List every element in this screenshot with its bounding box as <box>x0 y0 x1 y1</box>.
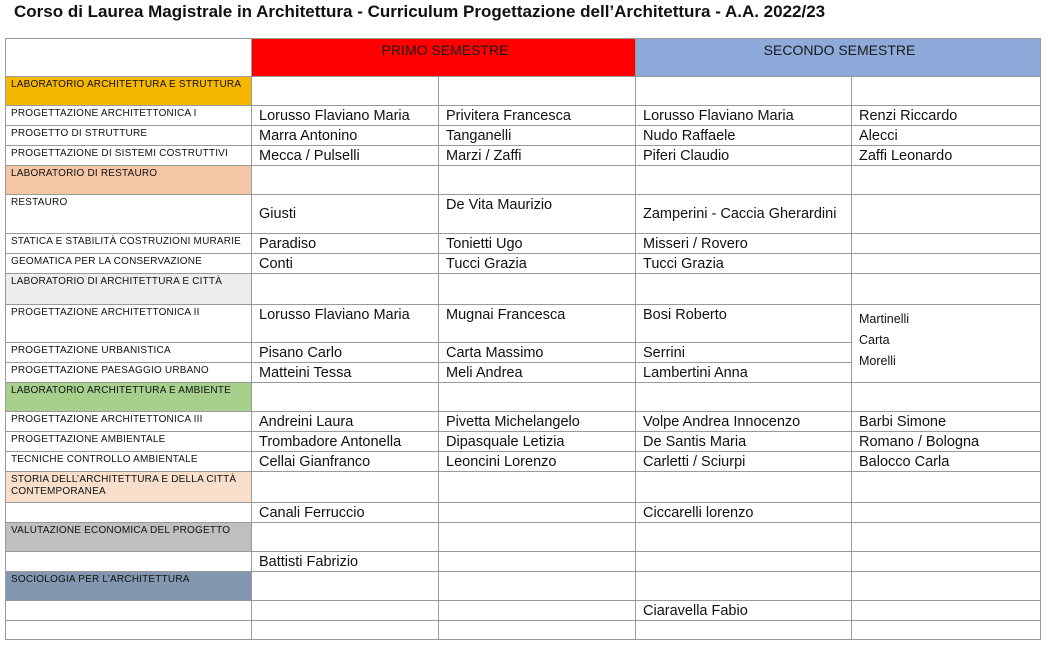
table-row <box>6 552 1041 572</box>
table-row <box>6 106 1041 126</box>
cell-primo-b: Meli Andrea <box>439 363 636 383</box>
teacher-name: Morelli <box>859 354 896 368</box>
cell-secondo-a: Serrini <box>636 343 852 363</box>
cell-primo-a: Giusti <box>252 195 439 234</box>
cell-primo-a: Andreini Laura <box>252 412 439 432</box>
cell-primo-b <box>439 621 636 640</box>
cell-primo-a: Battisti Fabrizio <box>252 552 439 572</box>
cell-primo-b <box>439 552 636 572</box>
cell-primo-b: Tucci Grazia <box>439 254 636 274</box>
cell-secondo-a <box>636 572 852 601</box>
cell-primo-a: Paradiso <box>252 234 439 254</box>
course-label: PROGETTAZIONE ARCHITETTONICA II <box>6 305 252 343</box>
cell-secondo-b <box>852 523 1041 552</box>
cell-primo-a <box>252 523 439 552</box>
course-label: GEOMATICA PER LA CONSERVAZIONE <box>6 254 252 274</box>
cell-primo-b <box>439 601 636 621</box>
cell-primo-b: De Vita Maurizio <box>439 195 636 234</box>
cell-primo-a: Lorusso Flaviano Maria <box>252 106 439 126</box>
table-row <box>6 523 1041 552</box>
cell-secondo-b <box>852 195 1041 234</box>
cell-primo-a: Cellai Gianfranco <box>252 452 439 472</box>
course-label: PROGETTAZIONE URBANISTICA <box>6 343 252 363</box>
cell-primo-a <box>252 601 439 621</box>
cell-secondo-b <box>852 503 1041 523</box>
cell-secondo-a <box>636 472 852 503</box>
cell-primo-b <box>439 166 636 195</box>
table-row <box>6 305 1041 343</box>
course-label: PROGETTAZIONE DI SISTEMI COSTRUTTIVI <box>6 146 252 166</box>
table-row <box>6 166 1041 195</box>
cell-secondo-b <box>852 572 1041 601</box>
cell-secondo-a: Nudo Raffaele <box>636 126 852 146</box>
cell-primo-a: Canali Ferruccio <box>252 503 439 523</box>
table-row <box>6 432 1041 452</box>
header-row <box>6 39 1041 77</box>
cell-secondo-a <box>636 274 852 305</box>
cell-primo-a: Trombadore Antonella <box>252 432 439 452</box>
cell-primo-a: Mecca / Pulselli <box>252 146 439 166</box>
cell-secondo-a: Ciaravella Fabio <box>636 601 852 621</box>
cell-primo-a <box>252 274 439 305</box>
cell-primo-b: Carta Massimo <box>439 343 636 363</box>
teacher-name: Martinelli <box>859 312 910 326</box>
cell-secondo-b-stack <box>852 305 1041 383</box>
cell-secondo-a: Piferi Claudio <box>636 146 852 166</box>
cell-primo-b: Mugnai Francesca <box>439 305 636 343</box>
table-row <box>6 77 1041 106</box>
cell-primo-b: Tanganelli <box>439 126 636 146</box>
table-row <box>6 126 1041 146</box>
cell-primo-a: Marra Antonino <box>252 126 439 146</box>
table-row <box>6 274 1041 305</box>
cell-secondo-b: Balocco Carla <box>852 452 1041 472</box>
cell-secondo-b <box>852 166 1041 195</box>
cell-primo-a <box>252 621 439 640</box>
lab-label: SOCIOLOGIA PER L’ARCHITETTURA <box>6 572 252 601</box>
cell-primo-a <box>252 472 439 503</box>
cell-primo-b <box>439 274 636 305</box>
cell-secondo-b: Romano / Bologna <box>852 432 1041 452</box>
cell-secondo-a <box>636 383 852 412</box>
cell-secondo-b: Zaffi Leonardo <box>852 146 1041 166</box>
table-row <box>6 601 1041 621</box>
cell-secondo-a: Ciccarelli lorenzo <box>636 503 852 523</box>
cell-secondo-a <box>636 552 852 572</box>
cell-secondo-b <box>852 552 1041 572</box>
cell-primo-a <box>252 77 439 106</box>
cell-secondo-a: Volpe Andrea Innocenzo <box>636 412 852 432</box>
cell-primo-a: Matteini Tessa <box>252 363 439 383</box>
lab-label: LABORATORIO ARCHITETTURA E AMBIENTE <box>6 383 252 412</box>
cell-primo-b: Dipasquale Letizia <box>439 432 636 452</box>
cell-primo-a: Pisano Carlo <box>252 343 439 363</box>
lab-label: LABORATORIO DI RESTAURO <box>6 166 252 195</box>
cell-secondo-b: Barbi Simone <box>852 412 1041 432</box>
cell-primo-b <box>439 383 636 412</box>
cell-primo-b <box>439 523 636 552</box>
cell-primo-a <box>252 572 439 601</box>
cell-secondo-b <box>852 383 1041 412</box>
cell-secondo-a: Misseri / Rovero <box>636 234 852 254</box>
cell-secondo-b <box>852 77 1041 106</box>
cell-primo-a <box>252 383 439 412</box>
cell-secondo-a <box>636 77 852 106</box>
header-secondo-semestre: SECONDO SEMESTRE <box>636 39 1041 77</box>
course-label: PROGETTAZIONE PAESAGGIO URBANO <box>6 363 252 383</box>
course-label: TECNICHE CONTROLLO AMBIENTALE <box>6 452 252 472</box>
cell-secondo-b <box>852 234 1041 254</box>
course-label <box>6 601 252 621</box>
cell-primo-b: Leoncini Lorenzo <box>439 452 636 472</box>
cell-secondo-a: Zamperini - Caccia Gherardini <box>636 195 852 234</box>
course-label <box>6 621 252 640</box>
table-row <box>6 234 1041 254</box>
course-label: PROGETTAZIONE ARCHITETTONICA I <box>6 106 252 126</box>
header-primo-semestre: PRIMO SEMESTRE <box>252 39 636 77</box>
course-label: RESTAURO <box>6 195 252 234</box>
cell-secondo-a: Lambertini Anna <box>636 363 852 383</box>
table-row <box>6 472 1041 503</box>
course-label <box>6 503 252 523</box>
cell-primo-b: Tonietti Ugo <box>439 234 636 254</box>
table-row <box>6 572 1041 601</box>
course-table <box>5 38 1041 640</box>
table-row <box>6 503 1041 523</box>
table-row <box>6 146 1041 166</box>
cell-primo-a: Conti <box>252 254 439 274</box>
table-row <box>6 254 1041 274</box>
cell-secondo-a: Carletti / Sciurpi <box>636 452 852 472</box>
course-label: PROGETTAZIONE AMBIENTALE <box>6 432 252 452</box>
cell-primo-b <box>439 472 636 503</box>
cell-secondo-b <box>852 254 1041 274</box>
lab-label: LABORATORIO DI ARCHITETTURA E CITTÀ <box>6 274 252 305</box>
lab-label: VALUTAZIONE ECONOMICA DEL PROGETTO <box>6 523 252 552</box>
cell-secondo-b <box>852 601 1041 621</box>
cell-secondo-b <box>852 472 1041 503</box>
cell-secondo-a <box>636 166 852 195</box>
cell-secondo-a: Lorusso Flaviano Maria <box>636 106 852 126</box>
teacher-name: Carta <box>859 333 890 347</box>
header-empty-cell <box>6 39 252 77</box>
cell-primo-a <box>252 166 439 195</box>
cell-secondo-a <box>636 621 852 640</box>
cell-primo-a: Lorusso Flaviano Maria <box>252 305 439 343</box>
course-label: PROGETTO DI STRUTTURE <box>6 126 252 146</box>
cell-secondo-a: Tucci Grazia <box>636 254 852 274</box>
cell-primo-b: Marzi / Zaffi <box>439 146 636 166</box>
cell-primo-b: Pivetta Michelangelo <box>439 412 636 432</box>
table-row <box>6 452 1041 472</box>
course-label: STATICA E STABILITÀ COSTRUZIONI MURARIE <box>6 234 252 254</box>
table-row <box>6 195 1041 234</box>
cell-secondo-a: De Santis Maria <box>636 432 852 452</box>
course-label: PROGETTAZIONE ARCHITETTONICA III <box>6 412 252 432</box>
cell-secondo-b <box>852 274 1041 305</box>
cell-secondo-a: Bosi Roberto <box>636 305 852 343</box>
cell-primo-b: Privitera Francesca <box>439 106 636 126</box>
course-label <box>6 552 252 572</box>
cell-secondo-a <box>636 523 852 552</box>
table-row <box>6 383 1041 412</box>
lab-label: LABORATORIO ARCHITETTURA E STRUTTURA <box>6 77 252 106</box>
cell-secondo-b: Alecci <box>852 126 1041 146</box>
table-row <box>6 621 1041 640</box>
cell-secondo-b <box>852 621 1041 640</box>
cell-primo-b <box>439 503 636 523</box>
lab-label: STORIA DELL’ARCHITETTURA E DELLA CITTÀ CONTEMPORANEA <box>6 472 252 503</box>
page-title: Corso di Laurea Magistrale in Architettura - Curriculum Progettazione dell’Architettura - A.A. 2022/23 <box>14 2 826 21</box>
cell-secondo-b: Renzi Riccardo <box>852 106 1041 126</box>
table-row <box>6 412 1041 432</box>
cell-primo-b <box>439 77 636 106</box>
cell-primo-b <box>439 572 636 601</box>
